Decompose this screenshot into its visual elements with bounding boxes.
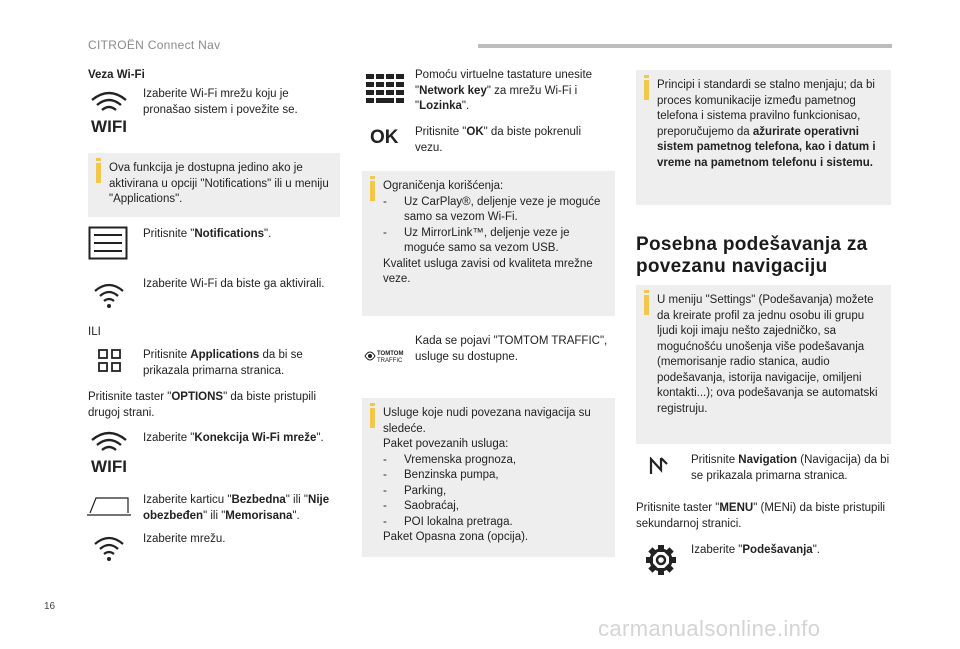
tomtom-icon-line1: TOMTOM (377, 351, 404, 357)
section-heading-wifi: Veza Wi-Fi (88, 69, 145, 81)
step-select-tab: Izaberite karticu "Bezbedna" ili "Nije obezbeđen" ili "Memorisana". (143, 494, 330, 522)
info-box-standards (636, 70, 891, 205)
services-pack: Paket povezanih usluga: (383, 438, 509, 450)
services-intro: Usluge koje nudi povezana navigacija su sledeće. (383, 407, 591, 435)
profiles-text: U meniju "Settings" (Podešavanja) možete da kreirate profil za jednu osobu ili grupu ljudi koji imaju nešto zajedničko, sa mogućnošću unošenja više podešavanja (memorisanje radio stanica, audio podešavanja, istorija navigacije, omiljeni kontakti...); ova podešavanja se automatski registruju. (657, 294, 878, 415)
navigation-icon (649, 457, 669, 475)
list-item: - Vremenska prognoza, (383, 453, 517, 466)
info-box-limitations (362, 171, 615, 316)
limitations-footer: Kvalitet usluga zavisi od kvaliteta mrežne veze. (383, 257, 593, 285)
step-press-ok: Pritisnite "OK" da biste pokrenuli vezu. (415, 126, 582, 154)
tomtom-icon-line2: TRAFFIC (377, 358, 403, 364)
tomtom-traffic-text: Kada se pojavi "TOMTOM TRAFFIC", usluge su dostupne. (415, 335, 608, 363)
list-item: - Uz MirrorLink™, deljenje veze je moguće samo sa vezom USB. (383, 226, 570, 254)
list-item: - Parking, (383, 484, 447, 497)
or-label: ILI (88, 326, 101, 338)
tomtom-traffic-icon (364, 348, 410, 364)
info-box-profiles (636, 285, 891, 444)
standards-text: Principi i standardi se stalno menjaju; da bi proces komunikacije između pametnog telefona i sistema pravilno funkcionisao, preporučujemo da ažurirate operativni sistem pametnog telefona, kao i datum i vreme na pametnom telefonu i sistemu. (657, 79, 876, 169)
limitations-title: Ograničenja korišćenja: (383, 180, 504, 192)
tab-icon (86, 495, 132, 517)
running-header-title: CITROËN Connect Nav (88, 38, 221, 52)
section-title-connected-nav: Posebna podešavanja za povezanu navigaciju (636, 234, 868, 277)
info-text-notifications: Ova funkcija je dostupna jedino ako je aktivirana u opciji "Notifications" ili u meniju "Applications". (109, 162, 329, 205)
step-press-applications: Pritisnite Applications da bi se prikazala primarna stranica. (143, 349, 303, 377)
info-box-notifications (88, 153, 340, 217)
step-press-options: Pritisnite taster "OPTIONS" da biste pristupili drugoj strani. (88, 391, 317, 419)
services-footer: Paket Opasna zona (opcija). (383, 531, 529, 543)
step-press-notifications: Pritisnite "Notifications". (143, 228, 272, 240)
services-text (383, 406, 608, 546)
step-select-settings: Izaberite "Podešavanja". (691, 544, 820, 556)
info-icon (644, 295, 649, 315)
info-box-services (362, 398, 615, 557)
list-item: - Saobraćaj, (383, 500, 459, 512)
page-number: 16 (44, 601, 56, 612)
wifi-logo-icon (86, 428, 132, 474)
wifi-logo-text: WIFI (91, 457, 127, 474)
step-activate-wifi: Izaberite Wi-Fi da biste ga aktivirali. (143, 278, 325, 290)
step-press-menu: Pritisnite taster "MENU" (MENi) da biste pristupili sekundarnoj stranici. (636, 502, 886, 530)
info-icon (370, 181, 375, 201)
step-press-navigation: Pritisnite Navigation (Navigacija) da bi se prikazala primarna stranica. (691, 454, 890, 482)
step-enter-network-key: Pomoću virtuelne tastature unesite "Network key" za mrežu Wi-Fi i "Lozinka". (415, 69, 593, 112)
ok-icon: OK (370, 127, 399, 148)
info-icon (96, 163, 101, 183)
wifi-icon (93, 535, 125, 563)
notifications-icon (88, 226, 128, 260)
list-item: - Benzinska pumpa, (383, 469, 499, 481)
limitations-text (383, 179, 608, 288)
list-item: - Uz CarPlay®, deljenje veze je moguće samo sa vezom Wi-Fi. (383, 195, 601, 223)
gear-icon (644, 543, 678, 577)
step-select-network: Izaberite Wi-Fi mrežu koju je pronašao sistem i povežite se. (143, 88, 298, 116)
watermark: carmanualsonline.info (598, 616, 821, 641)
wifi-logo-icon (86, 88, 132, 134)
step-select-network-2: Izaberite mrežu. (143, 533, 226, 545)
applications-icon (98, 349, 122, 373)
info-icon (370, 408, 375, 428)
header-rule (478, 44, 892, 48)
keyboard-icon (366, 74, 406, 104)
wifi-icon (93, 282, 125, 310)
step-select-wifi-connection: Izaberite "Konekcija Wi-Fi mreže". (143, 432, 324, 444)
wifi-logo-text: WIFI (91, 117, 127, 134)
info-icon (644, 80, 649, 100)
list-item: - POI lokalna pretraga. (383, 515, 513, 528)
